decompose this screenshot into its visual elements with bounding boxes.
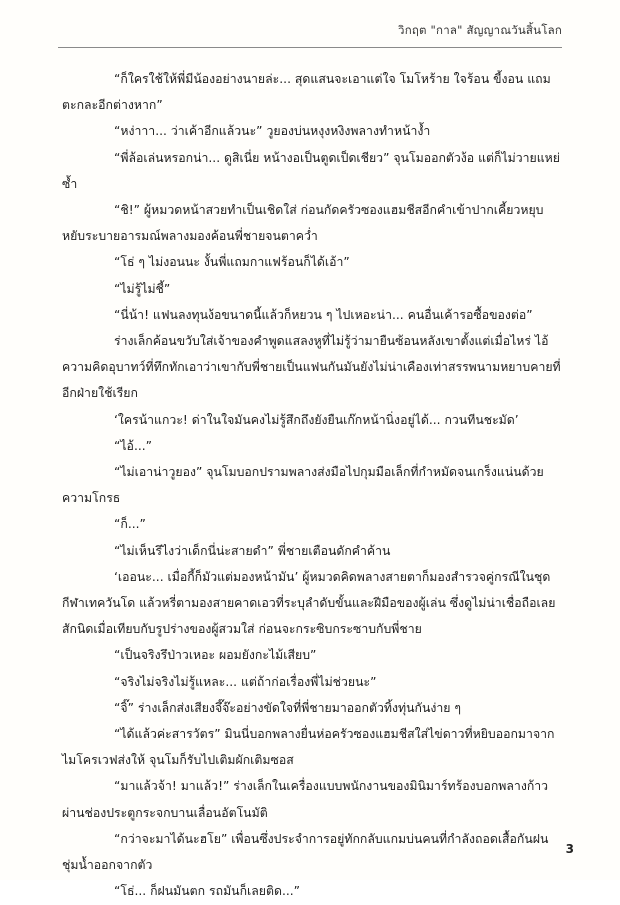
paragraph: “มาแล้วจ้า! มาแล้ว!” ร่างเล็กในเครื่องแบบพนักงานของมินิมาร์ทร้องบอกพลางก้าวผ่านช่องประตูกระจกบานเลื่อนอัตโนมัติ bbox=[62, 779, 549, 820]
header-rule bbox=[58, 47, 562, 48]
paragraph: “ไม่เอาน่าวูยอง” จุนโมบอกปรามพลางส่งมือไปกุมมือเล็กที่กำหมัดจนเกร็งแน่นด้วยความโกรธ bbox=[62, 465, 544, 506]
paragraph: “ไม่รู้ไม่ชี้” bbox=[114, 281, 171, 296]
paragraph: “ได้แล้วค่ะสารวัตร” มินนี่บอกพลางยื่นห่อครัวซองแฮมชีสใส่ไข่ดาวที่หยิบออกมาจากไมโครเวฟส่งให้ จุนโมก็รับไปเติมผักเติมซอส bbox=[62, 727, 555, 768]
paragraph: “ชิ!” ผู้หมวดหน้าสวยทำเป็นเชิดใส่ ก่อนกัดครัวซองแฮมชีสอีกคำเข้าปากเคี้ยวหยุบหยับระบายอารมณ์พลางมองค้อนพี่ชายจนตาคว่ำ bbox=[62, 203, 544, 244]
paragraph: “กว่าจะมาได้นะฮโย” เพื่อนซึ่งประจำการอยู่ทักกลับแกมบ่นคนที่กำลังถอดเสื้อกันฝนชุ่มนํ้าออกจากตัว bbox=[62, 831, 549, 873]
paragraph: “จริงไม่จริงไม่รู้แหละ... แต่ถ้าก่อเรื่องพี่ไม่ช่วยนะ” bbox=[114, 674, 377, 689]
paragraph: “หง่าาา... ว่าเค้าอีกแล้วนะ” วูยองบ่นหงุงหงิงพลางทำหน้างํ้า bbox=[114, 124, 431, 139]
paragraph: “ก็...” bbox=[114, 517, 146, 532]
paragraph: “ไม่เห็นรึไงว่าเด็กนี่น่ะสายดำ” พี่ชายเตือนดักคำค้าน bbox=[114, 543, 391, 558]
paragraph: “เป็นจริงรึป่าวเหอะ ผอมยังกะไม้เสียบ” bbox=[114, 648, 317, 663]
paragraph: “โธ่... ก็ฝนมันตก รถมันก็เลยติด...” bbox=[114, 884, 301, 899]
paragraph: “โธ่ ๆ ไม่งอนนะ งั้นพี่แถมกาแฟร้อนก็ได้เอ้า” bbox=[114, 255, 350, 270]
page-body bbox=[62, 66, 562, 905]
running-header: วิกฤต "กาล" สัญญาณวันสิ้นโลก bbox=[398, 23, 562, 37]
paragraph: “ก็ใครใช้ให้พี่มีน้องอย่างนายล่ะ... สุดแสนจะเอาแต่ใจ โมโหร้าย ใจร้อน ขี้งอน แถมตะกละอีกต่างหาก” bbox=[62, 72, 551, 113]
paragraph: “นี่น้า! แฟนลงทุนง้อขนาดนี้แล้วก็หยวน ๆ ไปเหอะน่า... คนอื่นเค้ารอซื้อของต่อ” bbox=[114, 307, 533, 322]
page-number: 3 bbox=[565, 842, 574, 856]
paragraph: “จิ๊” ร่างเล็กส่งเสียงจึ๊จ๊ะอย่างขัดใจที่พี่ชายมาออกตัวทิ้งทุ่นกันง่าย ๆ bbox=[114, 700, 461, 715]
paragraph: ‘ใครน้าแกวะ! ด่าในใจมันคงไม่รู้สึกถึงยังยืนเก๊กหน้านิ่งอยู่ได้... กวนทีนชะมัด’ bbox=[114, 412, 519, 427]
paragraph: ‘เออนะ... เมื่อกี้ก็มัวแต่มองหน้ามัน’ ผู้หมวดคิดพลางสายตาก็มองสำรวจคู่กรณีในชุดกีฬาเทควันโด แล้วหรี่ตามองสายคาดเอวที่ระบุลำดับขั้นและฝีมือของผู้เล่น ซึ่งดูไม่น่าเชื่อถือเลยสักนิดเมื่อเทียบกับรูปร่างของผู้สวมใส่ ก่อนจะกระซิบกระซาบกับพี่ชาย bbox=[62, 569, 556, 637]
paragraph: “พี่ล้อเล่นหรอกน่า... ดูสิเนี่ย หน้างอเป็นตูดเป็ดเชียว” จุนโมออกตัวง้อ แต่ก็ไม่วายแหย่ซํ้า bbox=[62, 150, 560, 191]
paragraph: “ไอ้...” bbox=[114, 438, 153, 453]
paragraph: ร่างเล็กค้อนขวับใส่เจ้าของคำพูดแสลงหูที่ไม่รู้ว่ามายืนซ้อนหลังเขาตั้งแต่เมื่อไหร่ ไอ้ความคิดอุบาทว์ที่ทึกทักเอาว่าเขากับพี่ชายเป็นแฟนกันมันยังไม่น่าเคืองเท่าสรรพนามหยาบคายที่อีกฝ่ายใช้เรียก bbox=[62, 334, 561, 401]
